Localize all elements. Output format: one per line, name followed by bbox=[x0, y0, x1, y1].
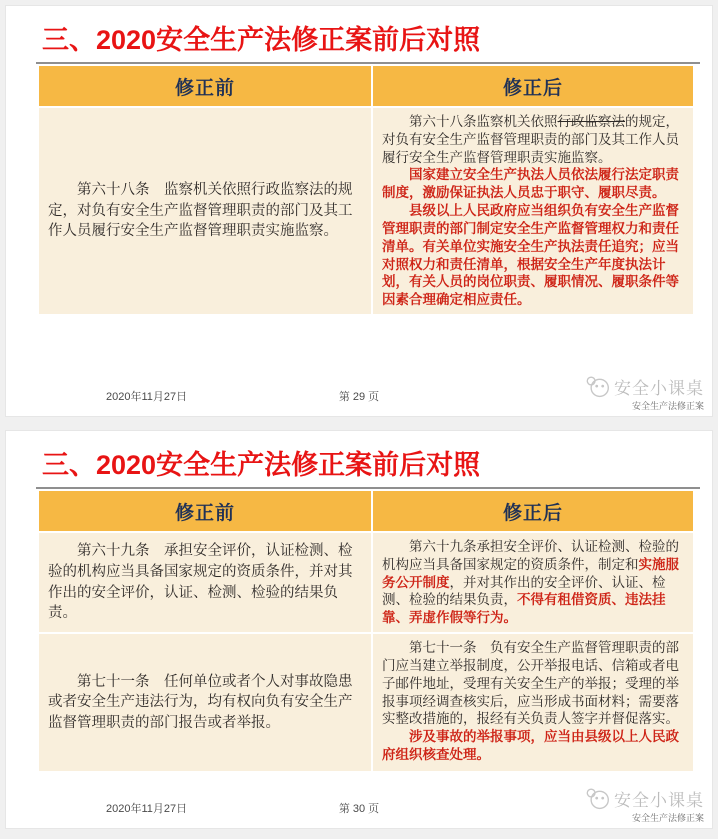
watermark-row bbox=[585, 374, 704, 399]
cell-after-article-71 bbox=[373, 634, 693, 771]
slide-title: 三、2020安全生产法修正案前后对照 bbox=[42, 25, 481, 55]
watermark bbox=[585, 374, 704, 412]
amendment-text-run: 不得有租借资质、违法挂靠、弄虚作假等行为。 bbox=[382, 592, 666, 626]
struck-text-run: 行政监察法 bbox=[557, 114, 625, 129]
column-header-before: 修正前 bbox=[39, 66, 371, 106]
footer-date: 2020年11月27日 bbox=[106, 391, 188, 403]
column-header-before: 修正前 bbox=[39, 491, 371, 531]
face-logo-icon bbox=[585, 787, 611, 811]
watermark bbox=[585, 786, 704, 824]
paragraph-amendment: 县级以上人民政府应当组织负有安全生产监督管理职责的部门制定安全生产监督管理权力和责任清单。有关单位实施安全生产执法责任追究；应当对照权力和责任清单，根据安全生产年度执法计划，有关人员的岗位职责、履职情况、履职条件等因素合理确定相应责任。 bbox=[382, 203, 679, 308]
footer-date: 2020年11月27日 bbox=[106, 803, 188, 815]
slide-page-30 bbox=[5, 430, 713, 829]
text-run: ，并对其作出的安全评价、认证、检测、检验的结果负责， bbox=[382, 574, 666, 608]
paragraph: 第六十八条 监察机关依照行政监察法的规定，对负有安全生产监督管理职责的部门及其工作人员履行安全生产监督管理职责实施监察。 bbox=[48, 182, 353, 240]
paragraph: 第七十一条 负有安全生产监督管理职责的部门应当建立举报制度，公开举报电话、信箱或者电子邮件地址，受理有关安全生产的举报；受理的举报事项经调查核实后，应当形成书面材料；需要落实整改措施的，报经有关负责人签字并督促落实。 bbox=[382, 640, 679, 727]
comparison-table bbox=[39, 66, 693, 314]
paragraph bbox=[382, 113, 684, 166]
watermark-name: 安全小课桌 bbox=[614, 791, 704, 810]
footer-page-number: 第 30 页 bbox=[338, 803, 380, 815]
text-run: 的规定，对负有安全生产监督管理职责的部门及其工作人员履行安全生产监督管理职责实施监察。 bbox=[382, 114, 679, 165]
watermark-row bbox=[585, 786, 704, 811]
cell-after-article-68 bbox=[373, 108, 693, 314]
paragraph-amendment: 国家建立安全生产执法人员依法履行法定职责制度，激励保证执法人员忠于职守、履职尽责。 bbox=[382, 167, 679, 201]
amendment-text-run: 实施服务公开制度 bbox=[382, 556, 679, 590]
footer-page-number: 第 29 页 bbox=[338, 391, 380, 403]
cell-before-article-71 bbox=[39, 634, 371, 771]
slide-page-29 bbox=[5, 5, 713, 417]
cell-before-article-68 bbox=[39, 108, 371, 314]
watermark-name: 安全小课桌 bbox=[614, 379, 704, 398]
watermark-subtitle: 安全生产法修正案 bbox=[631, 813, 704, 823]
cell-after-article-69 bbox=[373, 533, 693, 632]
watermark-subtitle: 安全生产法修正案 bbox=[631, 401, 704, 411]
face-logo-icon bbox=[585, 375, 611, 399]
cell-before-article-69 bbox=[39, 533, 371, 632]
title-divider-line bbox=[36, 62, 700, 64]
paragraph-amendment: 涉及事故的举报事项，应当由县级以上人民政府组织核查处理。 bbox=[382, 729, 679, 762]
text-run: 第六十九条承担安全评价、认证检测、检验的机构应当具备国家规定的资质条件，制定和 bbox=[382, 539, 679, 572]
title-divider-line bbox=[36, 487, 700, 489]
paragraph: 第六十九条 承担安全评价，认证检测、检验的机构应当具备国家规定的资质条件，并对其作出的安全评价，认证、检测、检验的结果负责。 bbox=[48, 543, 353, 622]
text-run: 第六十八条监察机关依照 bbox=[409, 114, 558, 129]
comparison-table bbox=[39, 491, 693, 771]
slide-title: 三、2020安全生产法修正案前后对照 bbox=[42, 450, 481, 480]
paragraph bbox=[382, 538, 684, 627]
paragraph: 第七十一条 任何单位或者个人对事故隐患或者安全生产违法行为，均有权向负有安全生产监督管理职责的部门报告或者举报。 bbox=[48, 673, 353, 731]
column-header-after: 修正后 bbox=[373, 66, 693, 106]
column-header-after: 修正后 bbox=[373, 491, 693, 531]
